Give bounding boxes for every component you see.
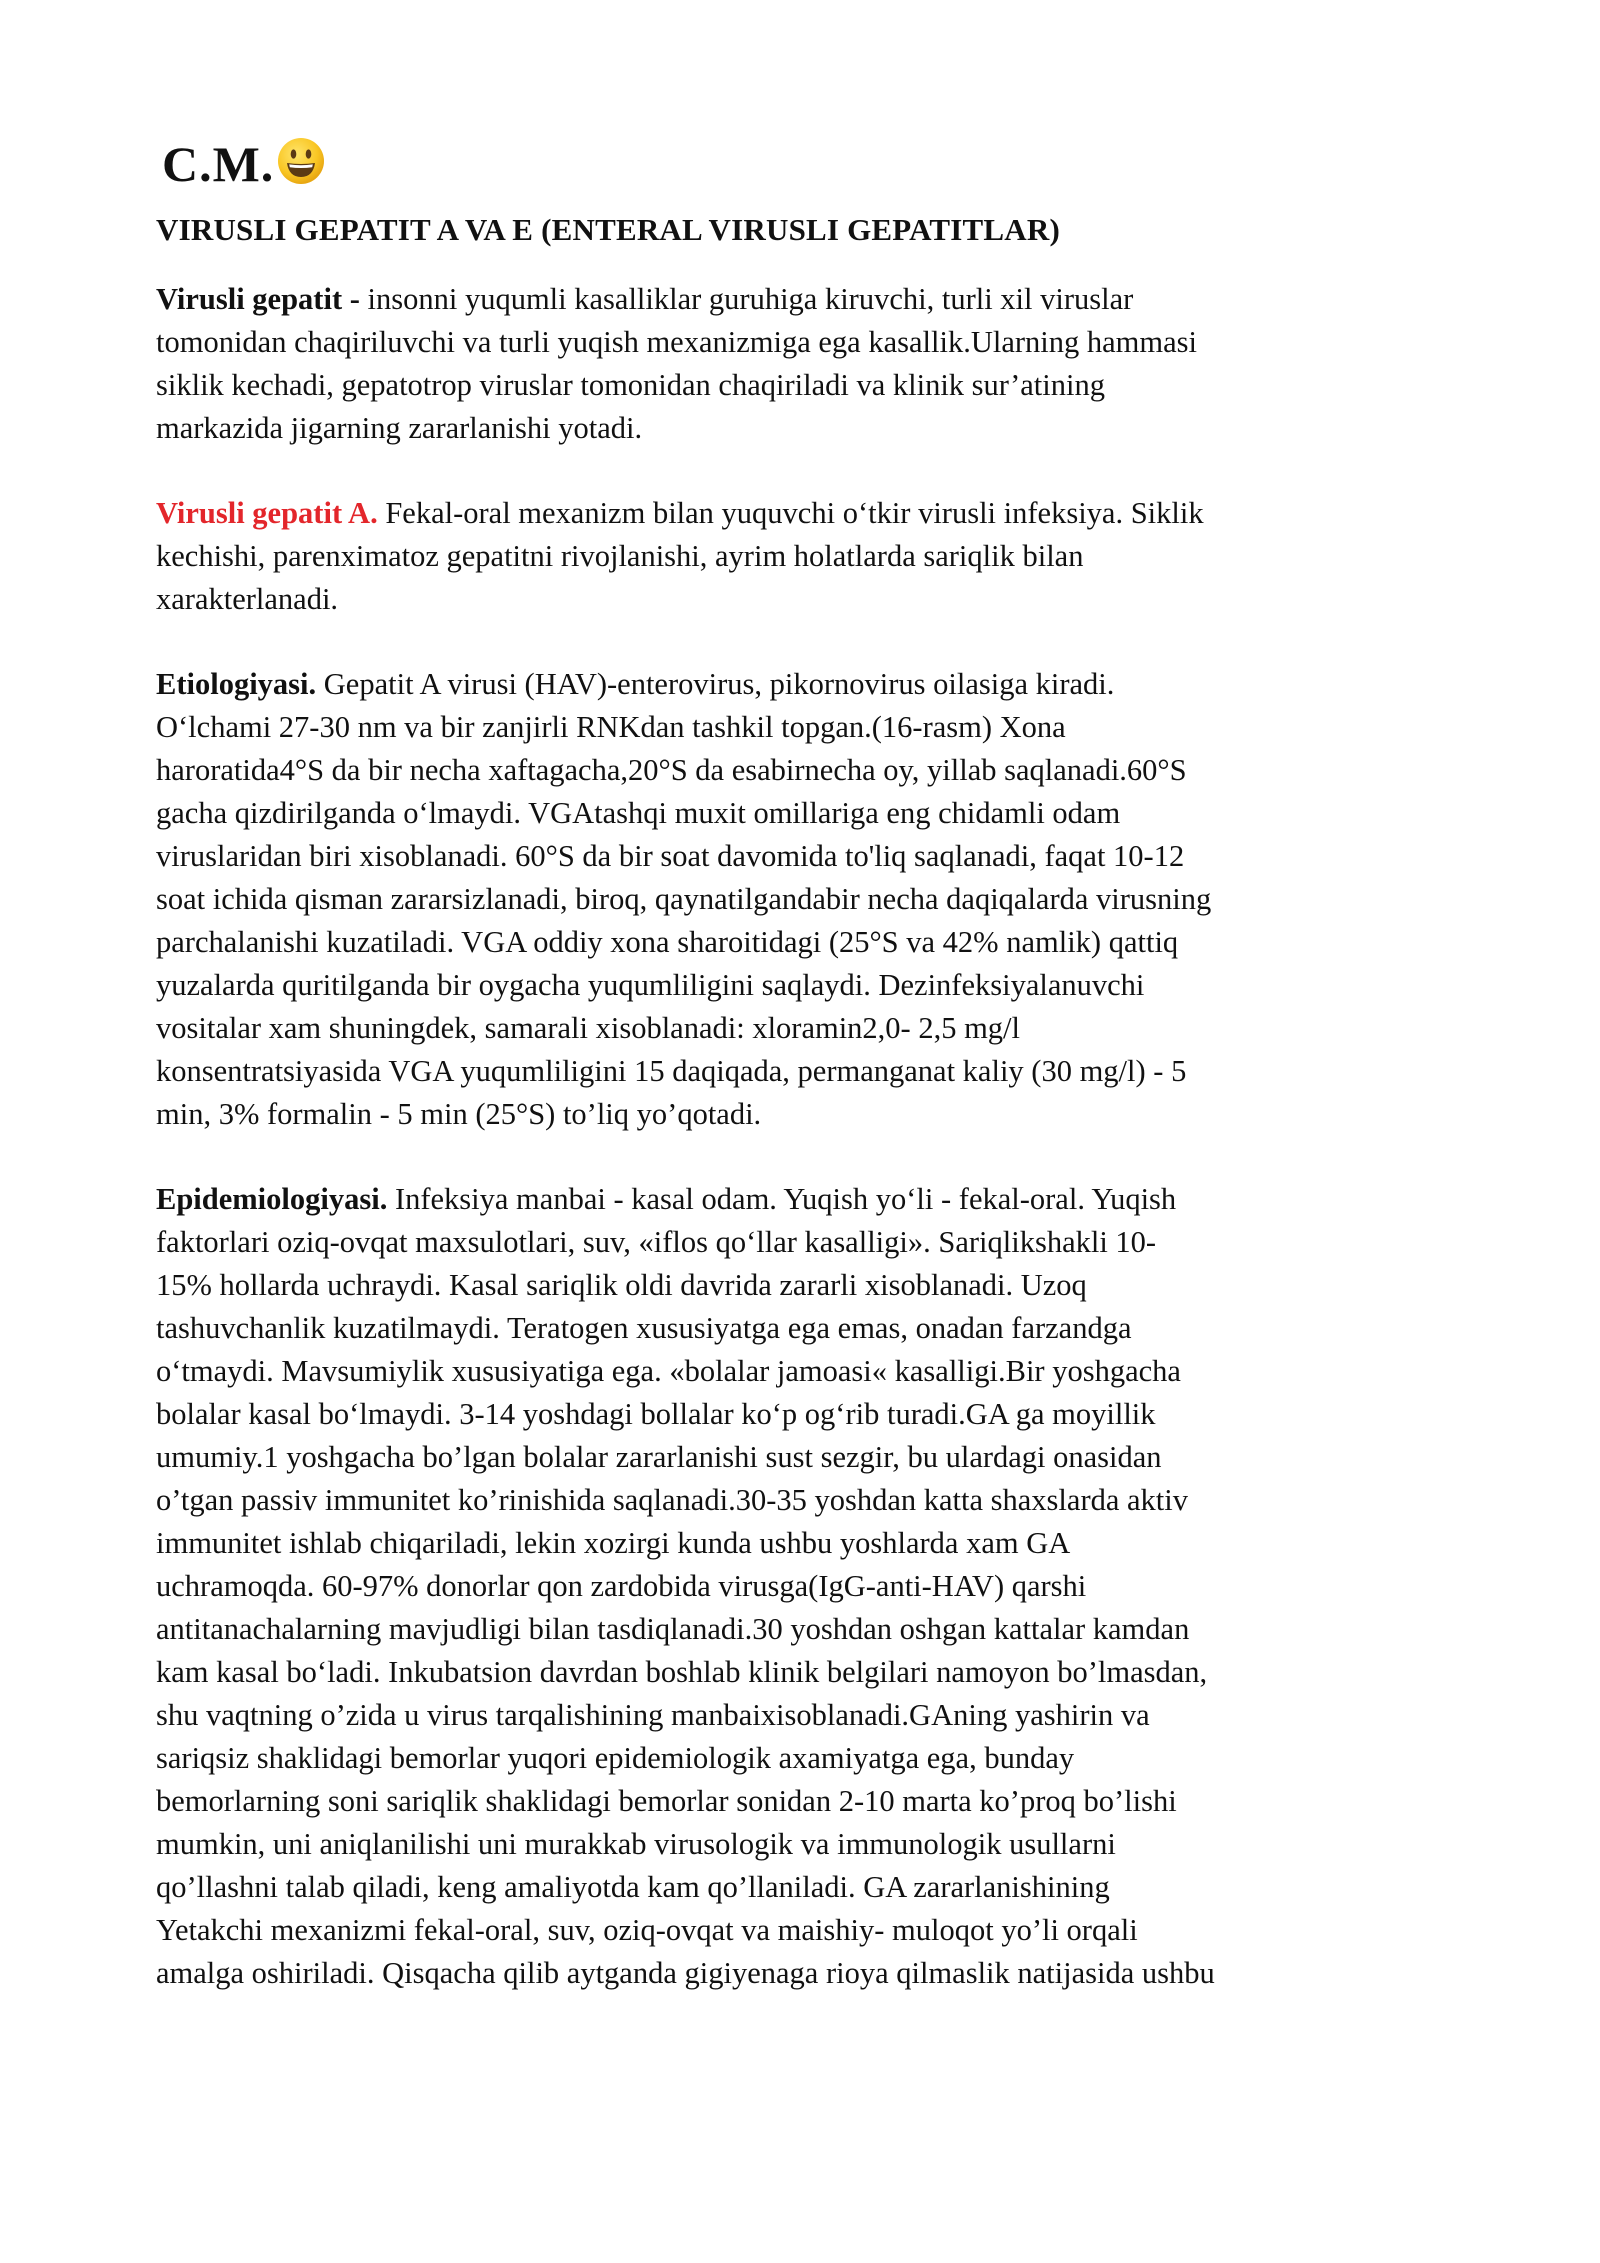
paragraph-line: immunitet ishlab chiqariladi, lekin xozirgi kunda ushbu yoshlarda xam GA bbox=[156, 1526, 1071, 1561]
lead-term: Epidemiologiyasi. bbox=[156, 1182, 388, 1217]
author-initials: C.M. bbox=[162, 136, 275, 192]
paragraph-line: bolalar kasal bo‘lmaydi. 3-14 yoshdagi bollalar ko‘p og‘rib turadi.GA ga moyillik bbox=[156, 1397, 1156, 1432]
paragraph-line: qo’llashni talab qiladi, keng amaliyotda kam qo’llaniladi. GA zararlanishining bbox=[156, 1870, 1110, 1905]
paragraph-line: faktorlari oziq-ovqat maxsulotlari, suv, «iflos qo‘llar kasalligi». Sariqlikshakli 10- bbox=[156, 1225, 1157, 1260]
paragraph-line: markazida jigarning zararlanishi yotadi. bbox=[156, 411, 643, 446]
paragraph-definition bbox=[156, 278, 1466, 450]
paragraph-line: min, 3% formalin - 5 min (25°S) to’liq yo’qotadi. bbox=[156, 1097, 762, 1132]
paragraph-line: Fekal-oral mexanizm bilan yuquvchi o‘tkir virusli infeksiya. Siklik bbox=[377, 496, 1204, 531]
lead-term-highlighted: Virusli gepatit A. bbox=[156, 496, 378, 531]
paragraph-line: bemorlarning soni sariqlik shaklidagi bemorlar sonidan 2-10 marta ko’proq bo’lishi bbox=[156, 1784, 1177, 1819]
paragraph-line: uchramoqda. 60-97% donorlar qon zardobida virusga(IgG-anti-HAV) qarshi bbox=[156, 1569, 1087, 1604]
paragraph-line: parchalanishi kuzatiladi. VGA oddiy xona sharoitidagi (25°S va 42% namlik) qattiq bbox=[156, 925, 1179, 960]
lead-term: Etiologiyasi. bbox=[156, 667, 317, 702]
paragraph-line: o‘tmaydi. Mavsumiylik xususiyatiga ega. «bolalar jamoasi« kasalligi.Bir yoshgacha bbox=[156, 1354, 1181, 1389]
paragraph-epidemiology bbox=[156, 1178, 1466, 1995]
paragraph-hepatitis-a bbox=[156, 492, 1466, 621]
paragraph-line: konsentratsiyasida VGA yuqumliligini 15 daqiqada, permanganat kaliy (30 mg/l) - 5 bbox=[156, 1054, 1187, 1089]
paragraph-line: o’tgan passiv immunitet ko’rinishida saqlanadi.30-35 yoshdan katta shaxslarda aktiv bbox=[156, 1483, 1188, 1518]
paragraph-line: haroratida4°S da bir necha xaftagacha,20°S da esabirnecha oy, yillab saqlanadi.60°S bbox=[156, 753, 1187, 788]
paragraph-etiology bbox=[156, 663, 1466, 1136]
paragraph-line: vositalar xam shuningdek, samarali xisoblanadi: xloramin2,0- 2,5 mg/l bbox=[156, 1011, 1021, 1046]
paragraph-line: antitanachalarning mavjudligi bilan tasdiqlanadi.30 yoshdan oshgan kattalar kamdan bbox=[156, 1612, 1190, 1647]
lead-term: Virusli gepatit - bbox=[156, 282, 360, 317]
paragraph-line: xarakterlanadi. bbox=[156, 582, 339, 617]
paragraph-line: tomonidan chaqiriluvchi va turli yuqish mexanizmiga ega kasallik.Ularning hammasi bbox=[156, 325, 1197, 360]
paragraph-line: shu vaqtning o’zida u virus tarqalishining manbaixisoblanadi.GAning yashirin va bbox=[156, 1698, 1150, 1733]
paragraph-line: gacha qizdirilganda o‘lmaydi. VGAtashqi muxit omillariga eng chidamli odam bbox=[156, 796, 1121, 831]
smiling-face-emoji-icon bbox=[276, 136, 326, 186]
paragraph-line: Yetakchi mexanizmi fekal-oral, suv, oziq-ovqat va maishiy- muloqot yo’li orqali bbox=[156, 1913, 1138, 1948]
paragraph-line: 15% hollarda uchraydi. Kasal sariqlik oldi davrida zararli xisoblanadi. Uzoq bbox=[156, 1268, 1087, 1303]
paragraph-line: viruslaridan biri xisoblanadi. 60°S da bir soat davomida to'liq saqlanadi, faqat 10-12 bbox=[156, 839, 1185, 874]
document-page bbox=[156, 128, 1466, 1995]
paragraph-line: Gepatit A virusi (HAV)-enterovirus, pikornovirus oilasiga kiradi. bbox=[316, 667, 1115, 702]
document-title: VIRUSLI GEPATIT A VA E (ENTERAL VIRUSLI GEPATITLAR) bbox=[156, 212, 1061, 247]
paragraph-line: siklik kechadi, gepatotrop viruslar tomonidan chaqiriladi va klinik sur’atining bbox=[156, 368, 1105, 403]
paragraph-line: insonni yuqumli kasalliklar guruhiga kiruvchi, turli xil viruslar bbox=[359, 282, 1134, 317]
paragraph-line: O‘lchami 27-30 nm va bir zanjirli RNKdan tashkil topgan.(16-rasm) Xona bbox=[156, 710, 1066, 745]
paragraph-line: sariqsiz shaklidagi bemorlar yuqori epidemiologik axamiyatga ega, bunday bbox=[156, 1741, 1075, 1776]
paragraph-line: Infeksiya manbai - kasal odam. Yuqish yo‘li - fekal-oral. Yuqish bbox=[387, 1182, 1177, 1217]
paragraph-line: yuzalarda quritilganda bir oygacha yuqumliligini saqlaydi. Dezinfeksiyalanuvchi bbox=[156, 968, 1145, 1003]
document-header bbox=[156, 128, 1466, 200]
paragraph-line: tashuvchanlik kuzatilmaydi. Teratogen xususiyatga ega emas, onadan farzandga bbox=[156, 1311, 1132, 1346]
paragraph-line: amalga oshiriladi. Qisqacha qilib aytganda gigiyenaga rioya qilmaslik natijasida ushbu bbox=[156, 1956, 1215, 1991]
paragraph-line: soat ichida qisman zararsizlanadi, biroq, qaynatilgandabir necha daqiqalarda virusning bbox=[156, 882, 1212, 917]
paragraph-line: umumiy.1 yoshgacha bo’lgan bolalar zararlanishi sust sezgir, bu ulardagi onasidan bbox=[156, 1440, 1162, 1475]
paragraph-line: mumkin, uni aniqlanilishi uni murakkab virusologik va immunologik usullarni bbox=[156, 1827, 1116, 1862]
paragraph-line: kechishi, parenximatoz gepatitni rivojlanishi, ayrim holatlarda sariqlik bilan bbox=[156, 539, 1084, 574]
paragraph-line: kam kasal bo‘ladi. Inkubatsion davrdan boshlab klinik belgilari namoyon bo’lmasdan, bbox=[156, 1655, 1208, 1690]
